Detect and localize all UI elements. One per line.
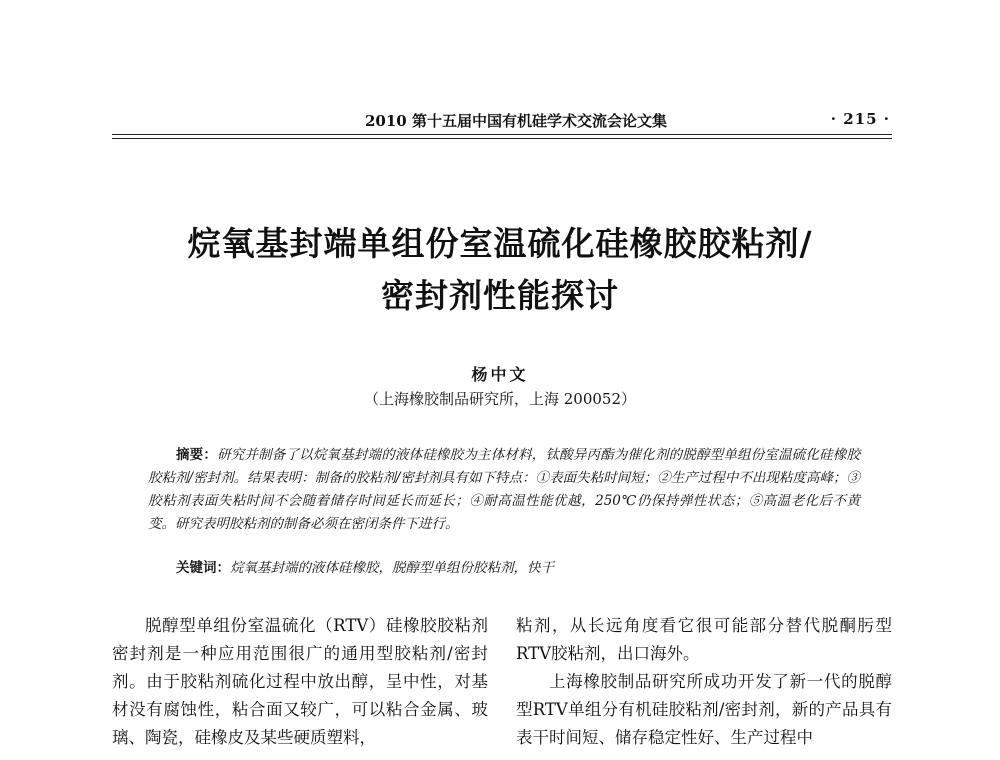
page-number: · 215 · xyxy=(830,110,890,128)
running-header xyxy=(110,108,890,132)
abstract xyxy=(148,444,860,536)
paper-title-line-1: 烷氧基封端单组份室温硫化硅橡胶胶粘剂/ xyxy=(187,224,813,263)
keywords-text: 烷氧基封端的液体硅橡胶，脱醇型单组份胶粘剂，快干 xyxy=(230,560,554,576)
paper-title-line-2: 密封剂性能探讨 xyxy=(381,276,619,315)
journal-name: 2010 第十五届中国有机硅学术交流会论文集 xyxy=(365,112,667,130)
keywords-label: 关键词： xyxy=(176,560,230,576)
author-name: 杨中文 xyxy=(471,365,529,384)
abstract-label: 摘要： xyxy=(176,447,218,463)
body-column-right xyxy=(516,612,892,752)
header-rule xyxy=(112,134,892,135)
author-affiliation: （上海橡胶制品研究所，上海 200052） xyxy=(363,390,637,408)
body-paragraph: 上海橡胶制品研究所成功开发了新一代的脱醇型RTV单组分有机硅胶粘剂/密封剂，新的产品具有表干时间短、储存稳定性好、生产过程中 xyxy=(516,672,892,747)
body-column-left xyxy=(112,612,488,752)
header-rule-thin xyxy=(112,138,892,139)
body-paragraph: 脱醇型单组份室温硫化（RTV）硅橡胶胶粘剂密封剂是一种应用范围很广的通用型胶粘剂/密封剂。由于胶粘剂硫化过程中放出醇，呈中性，对基材没有腐蚀性，粘合面又较广，可以粘合金属、玻璃、陶瓷，硅橡皮及某些硬质塑料， xyxy=(112,616,488,747)
abstract-text: 研究并制备了以烷氧基封端的液体硅橡胶为主体材料，钛酸异丙酯为催化剂的脱醇型单组份室温硫化硅橡胶胶粘剂/密封剂。结果表明：制备的胶粘剂/密封剂具有如下特点：①表面失粘时间短；②生产过程中不出现粘度高峰；③胶粘剂表面失粘时间不会随着储存时间延长而延长；④耐高温性能优越，250℃仍保持弹性状态；⑤高温老化后不黄变。研究表明胶粘剂的制备必须在密闭条件下进行。 xyxy=(148,447,861,532)
keywords xyxy=(176,556,866,576)
body-paragraph-continued: 粘剂，从长远角度看它很可能部分替代脱酮肟型RTV胶粘剂，出口海外。 xyxy=(516,616,892,663)
